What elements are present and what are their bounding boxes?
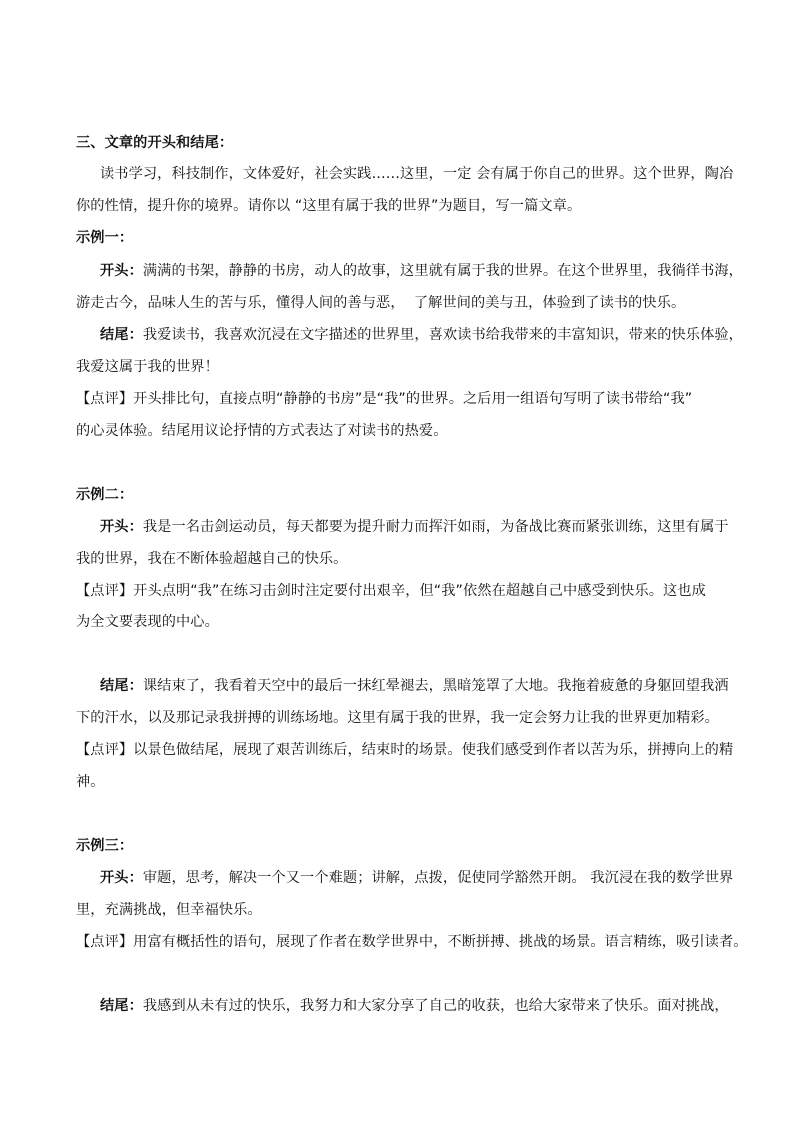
opening-label: 开头： bbox=[100, 870, 143, 886]
prompt-line: 你的性情，提升你的境界。请你以 “这里有属于我的世界”为题目，写一篇文章。 bbox=[76, 198, 582, 214]
opening-label: 开头： bbox=[100, 263, 143, 279]
comment-line: 为全文要表现的中心。 bbox=[76, 614, 219, 630]
paragraph-line: 我的世界，我在不断体验超越自己的快乐。 bbox=[76, 551, 348, 567]
example-heading: 示例二： bbox=[76, 487, 134, 503]
ending-label: 结尾： bbox=[100, 998, 143, 1014]
opening-paragraph bbox=[100, 261, 743, 281]
ending-label: 结尾： bbox=[100, 678, 143, 694]
comment-line: 【点评】开头点明“我”在练习击剑时注定要付出艰辛，但“我”依然在超越自己中感受到快乐。这也成 bbox=[76, 583, 706, 599]
prompt-line: 读书学习，科技制作，文体爱好，社会实践……这里，一定 会有属于你自己的世界。这个世界，陶冶 bbox=[100, 166, 734, 182]
paragraph-text: 审题，思考，解决一个又一个难题；讲解，点拨，促使同学豁然开朗。 我沉浸在我的数学世界 bbox=[142, 870, 734, 886]
comment-line: 的心灵体验。结尾用议论抒情的方式表达了对读书的热爱。 bbox=[76, 423, 448, 439]
opening-paragraph bbox=[100, 517, 729, 537]
paragraph-line: 我爱这属于我的世界！ bbox=[76, 359, 219, 375]
comment-line: 【点评】用富有概括性的语句，展现了作者在数学世界中，不断拼搏、挑战的场景。语言精练，吸引读者。 bbox=[76, 934, 748, 950]
ending-paragraph bbox=[100, 676, 729, 696]
paragraph-line: 游走古今，品味人生的苦与乐，懂得人间的善与恶， 了解世间的美与丑，体验到了读书的快乐。 bbox=[76, 295, 686, 311]
comment-line: 神。 bbox=[76, 774, 105, 790]
paragraph-line: 下的汗水，以及那记录我拼搏的训练场地。这里有属于我的世界，我一定会努力让我的世界更加精彩。 bbox=[76, 710, 719, 726]
paragraph-text: 我是一名击剑运动员，每天都要为提升耐力而挥汗如雨，为备战比赛而紧张训练，这里有属于 bbox=[142, 519, 729, 535]
section-title: 三、文章的开头和结尾： bbox=[76, 135, 234, 151]
example-heading: 示例三： bbox=[76, 838, 134, 854]
opening-label: 开头： bbox=[100, 519, 143, 535]
ending-paragraph bbox=[100, 996, 729, 1016]
paragraph-text: 课结束了，我看着天空中的最后一抹红晕褪去，黑暗笼罩了大地。我拖着疲惫的身躯回望我洒 bbox=[142, 678, 729, 694]
opening-paragraph bbox=[100, 868, 733, 888]
ending-paragraph bbox=[100, 325, 743, 345]
example-heading: 示例一： bbox=[76, 230, 134, 246]
paragraph-text: 我感到从未有过的快乐，我努力和大家分享了自己的收获，也给大家带来了快乐。面对挑战， bbox=[142, 998, 729, 1014]
comment-line: 【点评】开头排比句，直接点明“静静的书房”是“我”的世界。之后用一组语句写明了读书带给“我” bbox=[76, 391, 693, 407]
paragraph-line: 里，充满挑战，但幸福快乐。 bbox=[76, 902, 262, 918]
paragraph-text: 我爱读书，我喜欢沉浸在文字描述的世界里，喜欢读书给我带来的丰富知识，带来的快乐体验， bbox=[142, 327, 743, 343]
paragraph-text: 满满的书架，静静的书房，动人的故事，这里就有属于我的世界。在这个世界里，我徜徉书海， bbox=[142, 263, 743, 279]
ending-label: 结尾： bbox=[100, 327, 143, 343]
comment-line: 【点评】以景色做结尾，展现了艰苦训练后，结束时的场景。使我们感受到作者以苦为乐，拼搏向上的精 bbox=[76, 742, 734, 758]
